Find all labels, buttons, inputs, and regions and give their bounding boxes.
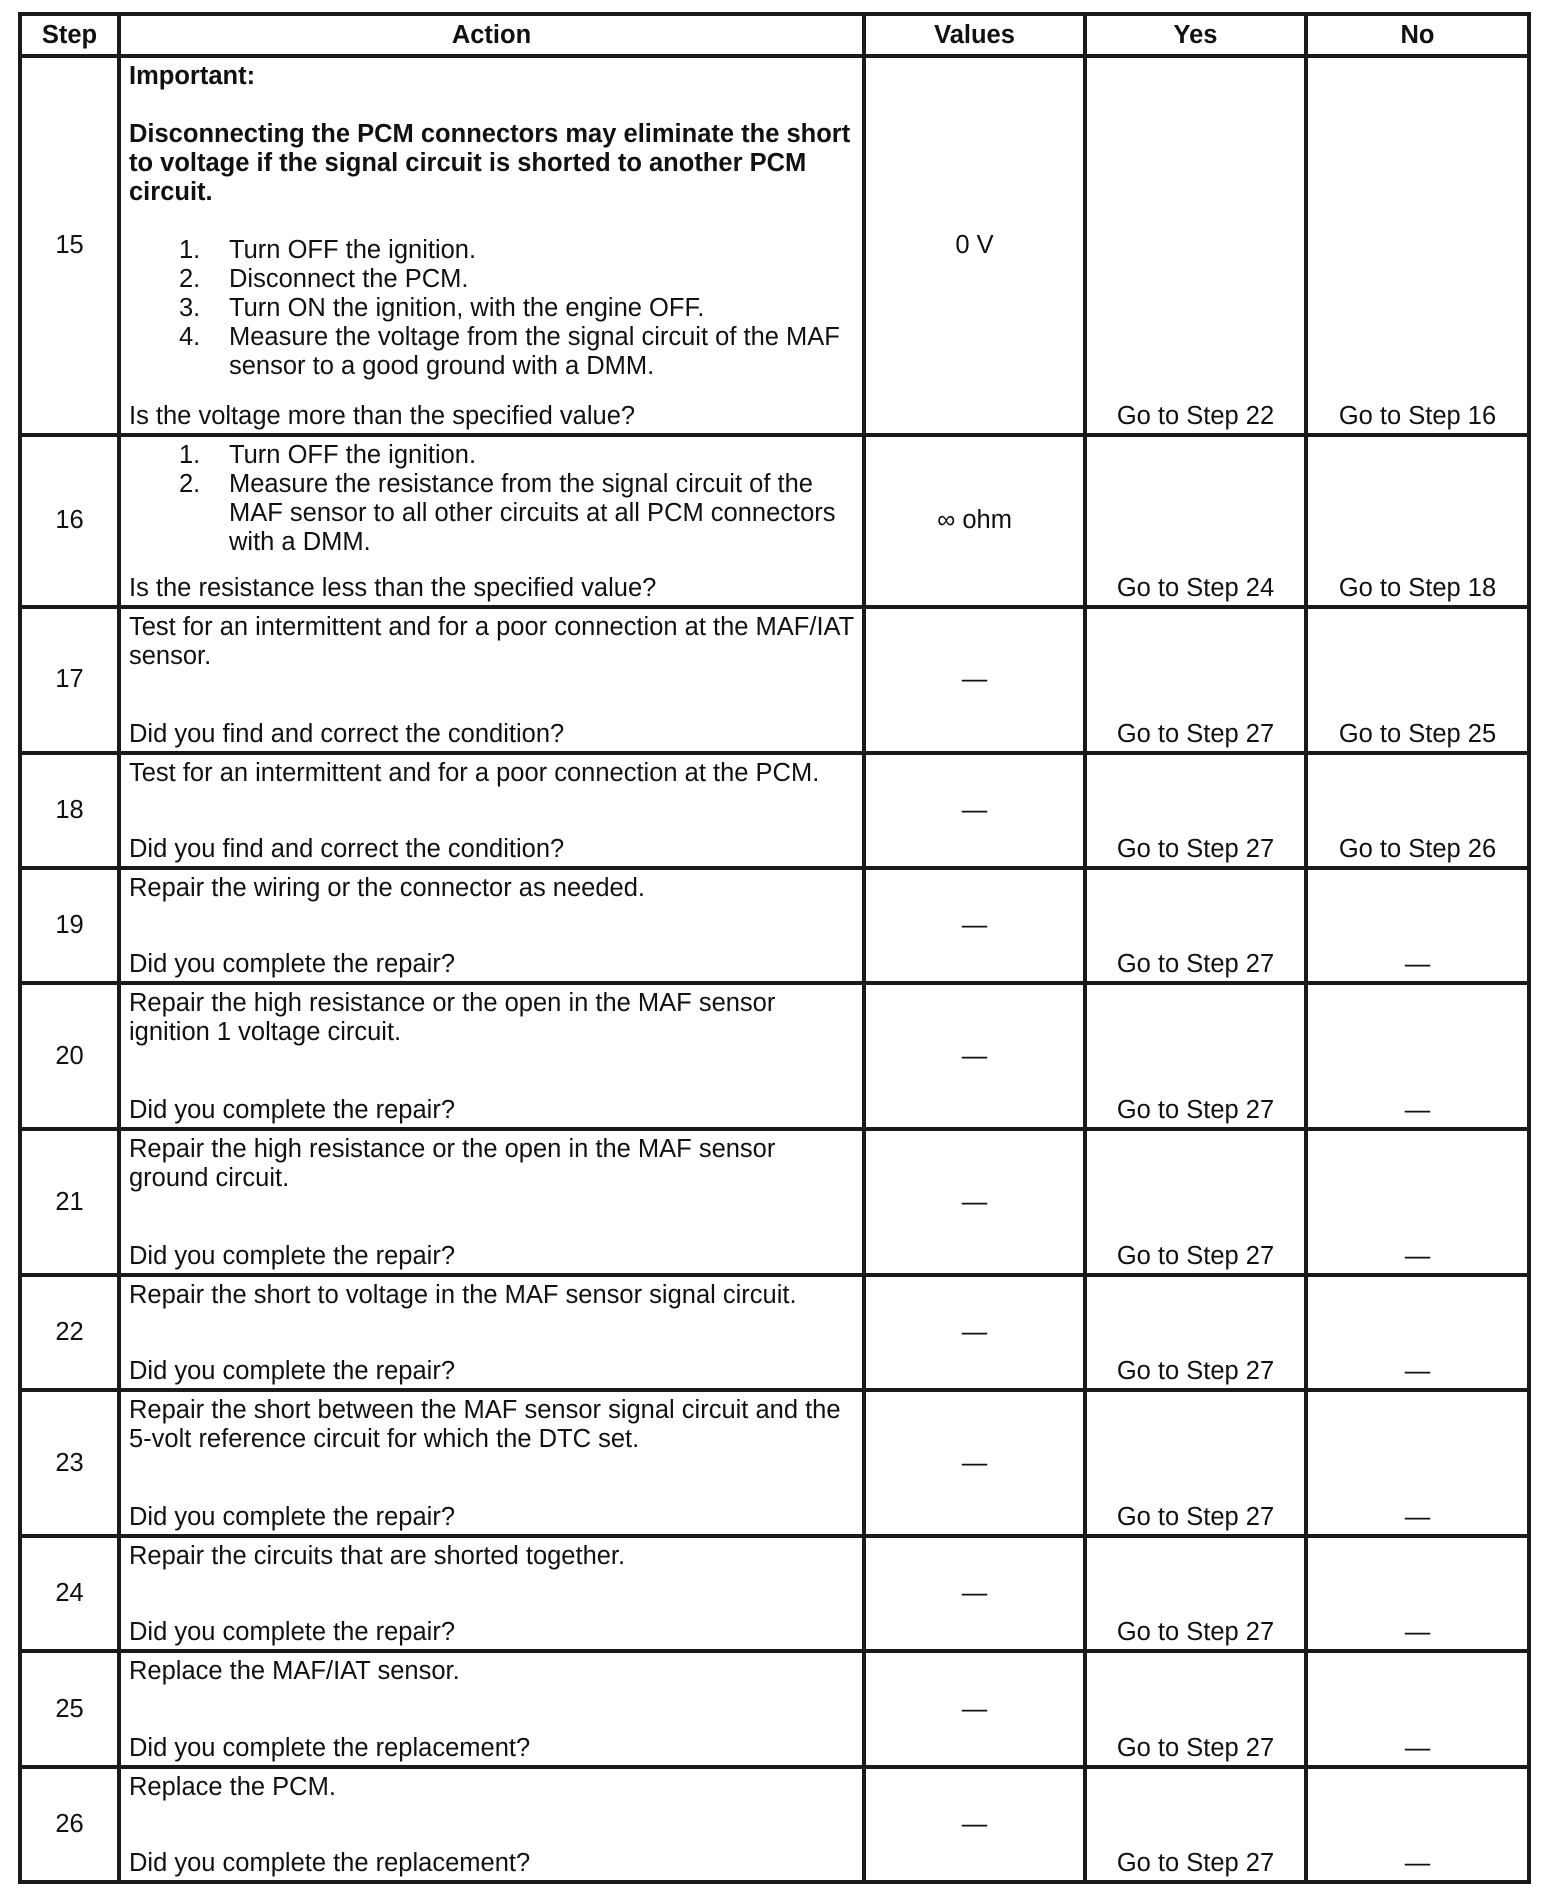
procedure-item: 2. Disconnect the PCM.	[179, 265, 469, 293]
step-number: 19	[20, 868, 119, 983]
procedure-list	[129, 441, 856, 557]
action-question: Did you complete the replacement?	[129, 1849, 531, 1877]
yes-result: Go to Step 27	[1085, 1129, 1306, 1275]
no-result: Go to Step 18	[1306, 435, 1529, 607]
yes-result: Go to Step 27	[1085, 1275, 1306, 1390]
step-number: 20	[20, 983, 119, 1129]
important-note: Disconnecting the PCM connectors may eliminate the short to voltage if the signal circuit is shorted to another PCM circuit.	[129, 120, 851, 206]
action-question: Did you complete the repair?	[129, 1096, 456, 1125]
table-row	[20, 1651, 1529, 1766]
action-question: Did you complete the repair?	[129, 950, 456, 979]
table-row	[20, 607, 1529, 753]
action-question: Did you find and correct the condition?	[129, 835, 565, 863]
spec-value: —	[864, 1767, 1085, 1882]
no-result: Go to Step 26	[1306, 753, 1529, 868]
action-cell	[119, 1767, 864, 1882]
spec-value: —	[864, 1390, 1085, 1536]
action-cell	[119, 1651, 864, 1766]
action-text: Repair the short between the MAF sensor signal circuit and the 5-volt reference circuit for which the DTC set.	[129, 1396, 841, 1454]
action-cell	[119, 1275, 864, 1390]
yes-result: Go to Step 27	[1085, 1767, 1306, 1882]
yes-result: Go to Step 27	[1085, 868, 1306, 983]
table-row	[20, 983, 1529, 1129]
action-question: Did you complete the repair?	[129, 1357, 456, 1386]
action-cell	[119, 868, 864, 983]
table-row	[20, 1536, 1529, 1651]
step-number: 26	[20, 1767, 119, 1882]
action-cell	[119, 56, 864, 435]
yes-result: Go to Step 27	[1085, 607, 1306, 753]
no-result: —	[1306, 1275, 1529, 1390]
no-result: Go to Step 25	[1306, 607, 1529, 753]
yes-result: Go to Step 24	[1085, 435, 1306, 607]
spec-value: —	[864, 1275, 1085, 1390]
table-row	[20, 1390, 1529, 1536]
header-row	[20, 14, 1529, 56]
action-question: Did you complete the repair?	[129, 1503, 456, 1532]
action-text: Test for an intermittent and for a poor connection at the MAF/IAT sensor.	[129, 612, 854, 670]
header-action: Action	[119, 14, 864, 56]
yes-result: Go to Step 27	[1085, 1390, 1306, 1536]
yes-result: Go to Step 27	[1085, 1536, 1306, 1651]
action-text: Repair the short to voltage in the MAF sensor signal circuit.	[129, 1281, 797, 1310]
action-cell	[119, 753, 864, 868]
yes-result: Go to Step 22	[1085, 56, 1306, 435]
table-row	[20, 753, 1529, 868]
table-row	[20, 868, 1529, 983]
action-text: Repair the high resistance or the open in the MAF sensor ground circuit.	[129, 1135, 776, 1193]
no-result: —	[1306, 1390, 1529, 1536]
no-result: —	[1306, 868, 1529, 983]
spec-value: —	[864, 868, 1085, 983]
header-no: No	[1306, 14, 1529, 56]
procedure-item: 1. Turn OFF the ignition.	[179, 236, 477, 264]
step-number: 25	[20, 1651, 119, 1766]
step-number: 21	[20, 1129, 119, 1275]
step-number: 22	[20, 1275, 119, 1390]
action-question: Is the voltage more than the specified value?	[129, 401, 636, 430]
action-text: Repair the high resistance or the open in the MAF sensor ignition 1 voltage circuit.	[129, 989, 776, 1047]
important-label: Important:	[129, 62, 256, 90]
spec-value: —	[864, 1536, 1085, 1651]
no-result: —	[1306, 1651, 1529, 1766]
table-row	[20, 1275, 1529, 1390]
action-text: Replace the MAF/IAT sensor.	[129, 1657, 460, 1686]
procedure-item: 2. Measure the resistance from the signal circuit of the MAF sensor to all other circuits at all PCM connectors with a DMM.	[179, 469, 836, 556]
action-question: Did you complete the repair?	[129, 1242, 456, 1271]
yes-result: Go to Step 27	[1085, 753, 1306, 868]
table-row	[20, 56, 1529, 435]
yes-result: Go to Step 27	[1085, 983, 1306, 1129]
step-number: 23	[20, 1390, 119, 1536]
spec-value: —	[864, 983, 1085, 1129]
action-text: Repair the circuits that are shorted together.	[129, 1542, 626, 1571]
action-cell	[119, 607, 864, 753]
action-question: Did you complete the repair?	[129, 1618, 456, 1647]
header-values: Values	[864, 14, 1085, 56]
no-result: —	[1306, 983, 1529, 1129]
action-cell	[119, 435, 864, 607]
action-cell	[119, 1390, 864, 1536]
no-result: —	[1306, 1536, 1529, 1651]
spec-value: —	[864, 1651, 1085, 1766]
procedure-list	[129, 236, 856, 381]
spec-value: ∞ ohm	[864, 435, 1085, 607]
spec-value: —	[864, 1129, 1085, 1275]
action-cell	[119, 1129, 864, 1275]
action-cell	[119, 1536, 864, 1651]
diagnostic-table	[18, 12, 1527, 1884]
spec-value: —	[864, 607, 1085, 753]
step-number: 18	[20, 753, 119, 868]
step-number: 17	[20, 607, 119, 753]
action-question: Is the resistance less than the specified value?	[129, 573, 657, 602]
action-text: Replace the PCM.	[129, 1772, 336, 1801]
action-text: Test for an intermittent and for a poor connection at the PCM.	[129, 758, 820, 787]
procedure-item: 4. Measure the voltage from the signal circuit of the MAF sensor to a good ground with a DMM.	[179, 323, 840, 380]
yes-result: Go to Step 27	[1085, 1651, 1306, 1766]
no-result: —	[1306, 1129, 1529, 1275]
step-number: 16	[20, 435, 119, 607]
no-result: —	[1306, 1767, 1529, 1882]
action-cell	[119, 983, 864, 1129]
action-text: Repair the wiring or the connector as needed.	[129, 874, 645, 902]
procedure-item: 1. Turn OFF the ignition.	[179, 440, 477, 469]
spec-value: 0 V	[864, 56, 1085, 435]
no-result: Go to Step 16	[1306, 56, 1529, 435]
procedure-item: 3. Turn ON the ignition, with the engine OFF.	[179, 294, 705, 322]
spec-value: —	[864, 753, 1085, 868]
diagnostic-table-grid	[18, 12, 1531, 1884]
action-question: Did you complete the replacement?	[129, 1733, 531, 1762]
header-yes: Yes	[1085, 14, 1306, 56]
step-number: 15	[20, 56, 119, 435]
step-number: 24	[20, 1536, 119, 1651]
table-row	[20, 435, 1529, 607]
table-row	[20, 1767, 1529, 1882]
table-row	[20, 1129, 1529, 1275]
header-step: Step	[20, 14, 119, 56]
action-question: Did you find and correct the condition?	[129, 719, 565, 748]
